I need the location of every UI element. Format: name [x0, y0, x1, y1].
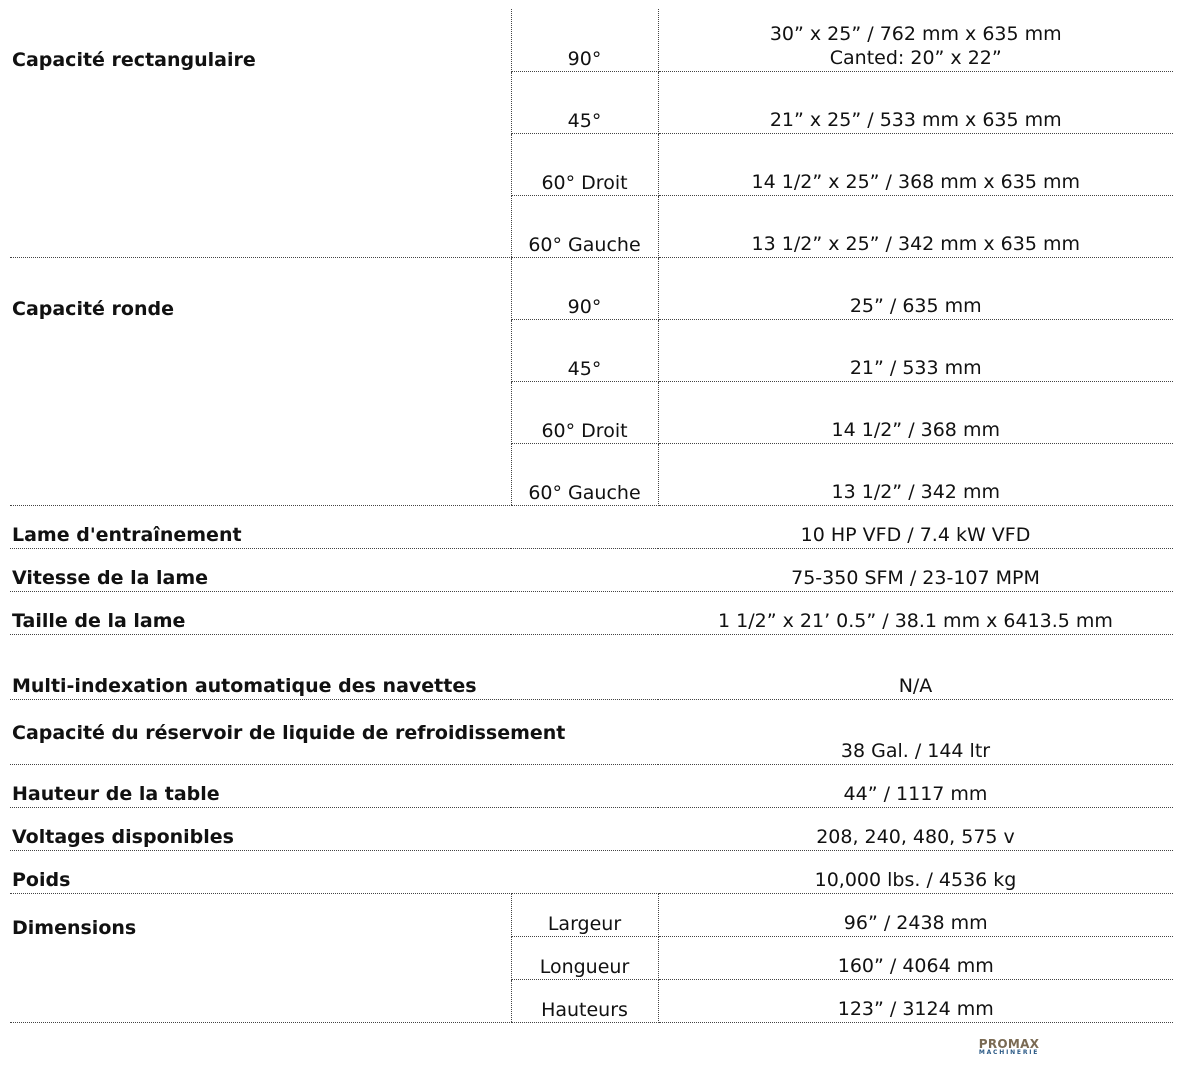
spec-value: 75-350 SFM / 23-107 MPM — [658, 548, 1173, 591]
spec-value: N/A — [658, 634, 1173, 699]
spec-value — [658, 9, 1173, 71]
sub-dimension: Hauteurs — [511, 979, 658, 1022]
spec-row-round-90 — [10, 257, 1173, 319]
spec-label-dims: Dimensions — [10, 893, 511, 1022]
sub-dimension: Largeur — [511, 893, 658, 936]
spec-value: 208, 240, 480, 575 v — [658, 807, 1173, 850]
promax-logo — [967, 1039, 1051, 1055]
sub-angle: 90° — [511, 9, 658, 71]
spec-label: Taille de la lame — [10, 591, 658, 634]
spec-table — [10, 9, 1173, 1023]
spec-value: 123” / 3124 mm — [658, 979, 1173, 1022]
spec-row-shuttle — [10, 634, 1173, 699]
sub-angle: 60° Gauche — [511, 443, 658, 505]
spec-label: Poids — [10, 850, 658, 893]
spec-row-drive — [10, 505, 1173, 548]
spec-label: Hauteur de la table — [10, 764, 658, 807]
sub-angle: 45° — [511, 71, 658, 133]
spec-value: 38 Gal. / 144 ltr — [658, 699, 1173, 764]
spec-row-voltages — [10, 807, 1173, 850]
spec-value: 25” / 635 mm — [658, 257, 1173, 319]
spec-row-rect-90 — [10, 9, 1173, 71]
spec-value: 96” / 2438 mm — [658, 893, 1173, 936]
spec-row-table-height — [10, 764, 1173, 807]
sub-angle: 60° Gauche — [511, 195, 658, 257]
spec-value: 10,000 lbs. / 4536 kg — [658, 850, 1173, 893]
sub-angle: 90° — [511, 257, 658, 319]
spec-row-speed — [10, 548, 1173, 591]
spec-value: 10 HP VFD / 7.4 kW VFD — [658, 505, 1173, 548]
spec-row-coolant — [10, 699, 1173, 764]
sub-angle: 60° Droit — [511, 381, 658, 443]
spec-row-size — [10, 591, 1173, 634]
spec-label: Vitesse de la lame — [10, 548, 658, 591]
spec-value: 44” / 1117 mm — [658, 764, 1173, 807]
spec-label: Lame d'entraînement — [10, 505, 658, 548]
spec-label: Capacité du réservoir de liquide de refroidissement — [10, 699, 658, 764]
spec-value: 1 1/2” x 21’ 0.5” / 38.1 mm x 6413.5 mm — [658, 591, 1173, 634]
spec-label: Multi-indexation automatique des navettes — [10, 634, 658, 699]
spec-label: Voltages disponibles — [10, 807, 658, 850]
sub-angle: 60° Droit — [511, 133, 658, 195]
logo-text-primary: PROMAX — [978, 1037, 1040, 1051]
spec-value: 13 1/2” / 342 mm — [658, 443, 1173, 505]
logo-text-secondary: MACHINERIE — [978, 1049, 1040, 1056]
sub-dimension: Longueur — [511, 936, 658, 979]
spec-value: 14 1/2” / 368 mm — [658, 381, 1173, 443]
spec-value: 21” / 533 mm — [658, 319, 1173, 381]
spec-row-dims-width — [10, 893, 1173, 936]
sub-angle: 45° — [511, 319, 658, 381]
spec-value: 160” / 4064 mm — [658, 936, 1173, 979]
spec-label-round: Capacité ronde — [10, 257, 511, 505]
spec-value: 13 1/2” x 25” / 342 mm x 635 mm — [658, 195, 1173, 257]
spec-value: 14 1/2” x 25” / 368 mm x 635 mm — [658, 133, 1173, 195]
spec-label-rect: Capacité rectangulaire — [10, 9, 511, 257]
value-line: Canted: 20” x 22” — [829, 46, 1002, 69]
spec-row-weight — [10, 850, 1173, 893]
spec-value: 21” x 25” / 533 mm x 635 mm — [658, 71, 1173, 133]
value-line: 30” x 25” / 762 mm x 635 mm — [769, 22, 1062, 45]
